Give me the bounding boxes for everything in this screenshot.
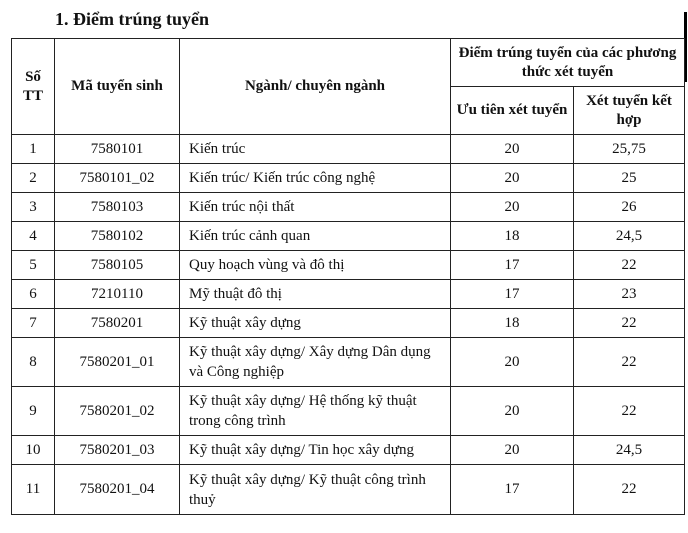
cell-stt: 5	[12, 251, 55, 280]
cell-ma-tuyen-sinh: 7580201_04	[55, 465, 180, 515]
table-row	[12, 251, 685, 280]
cell-ket-hop: 25,75	[574, 135, 685, 164]
cell-uu-tien: 20	[451, 436, 574, 465]
cell-uu-tien: 20	[451, 135, 574, 164]
section-title: 1. Điểm trúng tuyển	[55, 9, 209, 29]
cell-nganh: Kiến trúc nội thất	[180, 193, 451, 222]
cell-ket-hop: 22	[574, 387, 685, 436]
cell-nganh: Mỹ thuật đô thị	[180, 280, 451, 309]
cell-ma-tuyen-sinh: 7580201	[55, 309, 180, 338]
cell-ma-tuyen-sinh: 7580201_01	[55, 338, 180, 387]
cell-nganh: Kiến trúc/ Kiến trúc công nghệ	[180, 164, 451, 193]
cell-uu-tien: 18	[451, 222, 574, 251]
cell-nganh: Kiến trúc cảnh quan	[180, 222, 451, 251]
cell-uu-tien: 20	[451, 387, 574, 436]
table-row	[12, 280, 685, 309]
table-row	[12, 135, 685, 164]
cell-ket-hop: 24,5	[574, 222, 685, 251]
cell-ket-hop: 22	[574, 338, 685, 387]
cell-ket-hop: 24,5	[574, 436, 685, 465]
cell-ma-tuyen-sinh: 7580201_03	[55, 436, 180, 465]
cell-nganh: Kiến trúc	[180, 135, 451, 164]
cell-ma-tuyen-sinh: 7580101	[55, 135, 180, 164]
cell-ma-tuyen-sinh: 7210110	[55, 280, 180, 309]
cell-nganh: Kỹ thuật xây dựng/ Kỹ thuật công trình thuỷ	[180, 465, 451, 515]
cell-ket-hop: 22	[574, 465, 685, 515]
cell-stt: 4	[12, 222, 55, 251]
cell-ma-tuyen-sinh: 7580105	[55, 251, 180, 280]
cell-stt: 1	[12, 135, 55, 164]
cell-nganh: Quy hoạch vùng và đô thị	[180, 251, 451, 280]
cell-uu-tien: 20	[451, 164, 574, 193]
cell-stt: 8	[12, 338, 55, 387]
cell-nganh: Kỹ thuật xây dựng/ Xây dựng Dân dụng và Công nghiệp	[180, 338, 451, 387]
cell-stt: 7	[12, 309, 55, 338]
cell-uu-tien: 20	[451, 193, 574, 222]
cell-ma-tuyen-sinh: 7580201_02	[55, 387, 180, 436]
cell-ket-hop: 23	[574, 280, 685, 309]
cell-ma-tuyen-sinh: 7580103	[55, 193, 180, 222]
cell-uu-tien: 18	[451, 309, 574, 338]
table-row	[12, 193, 685, 222]
cell-ma-tuyen-sinh: 7580101_02	[55, 164, 180, 193]
header-stt: Số TT	[12, 39, 55, 135]
cell-nganh: Kỹ thuật xây dựng/ Tin học xây dựng	[180, 436, 451, 465]
cell-nganh: Kỹ thuật xây dựng	[180, 309, 451, 338]
header-diem-trung-tuyen: Điểm trúng tuyển của các phương thức xét tuyển	[451, 39, 685, 87]
table-row	[12, 309, 685, 338]
cell-stt: 2	[12, 164, 55, 193]
cell-stt: 9	[12, 387, 55, 436]
table-row	[12, 387, 685, 436]
cell-ket-hop: 25	[574, 164, 685, 193]
table-row	[12, 465, 685, 515]
header-ma-tuyen-sinh: Mã tuyển sinh	[55, 39, 180, 135]
header-nganh: Ngành/ chuyên ngành	[180, 39, 451, 135]
cell-ma-tuyen-sinh: 7580102	[55, 222, 180, 251]
cell-stt: 10	[12, 436, 55, 465]
header-ket-hop: Xét tuyển kết hợp	[574, 87, 685, 135]
cell-ket-hop: 26	[574, 193, 685, 222]
cell-uu-tien: 17	[451, 280, 574, 309]
cell-stt: 6	[12, 280, 55, 309]
cell-nganh: Kỹ thuật xây dựng/ Hệ thống kỹ thuật trong công trình	[180, 387, 451, 436]
header-uu-tien: Ưu tiên xét tuyển	[451, 87, 574, 135]
cell-stt: 3	[12, 193, 55, 222]
cell-uu-tien: 17	[451, 251, 574, 280]
table-row	[12, 164, 685, 193]
table-row	[12, 338, 685, 387]
cell-uu-tien: 20	[451, 338, 574, 387]
cell-ket-hop: 22	[574, 309, 685, 338]
admission-score-table	[11, 38, 685, 515]
cell-ket-hop: 22	[574, 251, 685, 280]
table-row	[12, 436, 685, 465]
table-row	[12, 222, 685, 251]
cell-stt: 11	[12, 465, 55, 515]
cell-uu-tien: 17	[451, 465, 574, 515]
